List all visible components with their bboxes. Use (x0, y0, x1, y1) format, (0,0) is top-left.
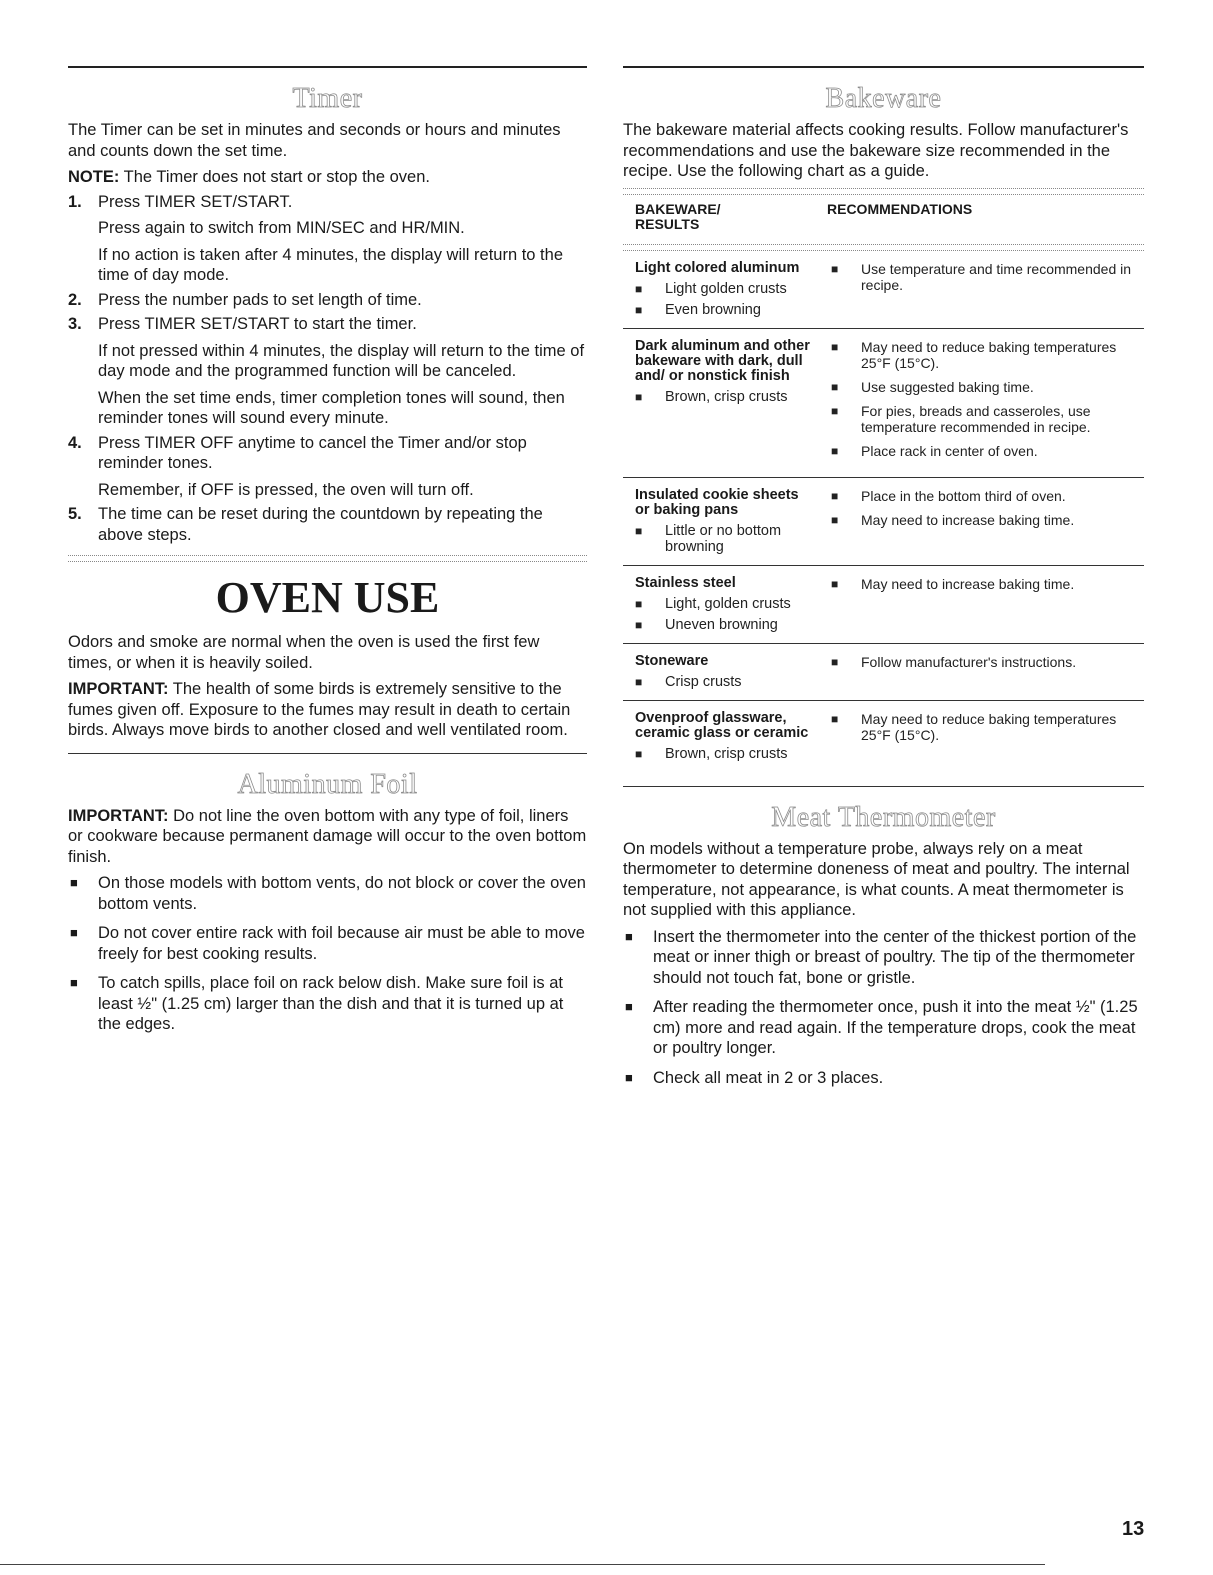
result-text: Light golden crusts (665, 280, 787, 297)
bakeware-table-top (623, 188, 1144, 195)
result-text: Brown, crisp crusts (665, 745, 788, 762)
bakeware-row (623, 251, 1144, 328)
bullet-text: After reading the thermometer once, push it into the meat ½" (1.25 cm) more and read again. If the temperature drops, cook the meat or poultry longer. (653, 998, 1138, 1057)
meat-bullet-item (623, 927, 1144, 989)
foil-important-text: Do not line the oven bottom with any type of foil, liners or cookware because permanent damage will occur to the oven bottom finish. (68, 806, 587, 866)
step-subtext: If no action is taken after 4 minutes, the display will return to the time of day mode. (98, 245, 563, 284)
bakeware-cell (635, 711, 827, 762)
bullet-square-icon: ■ (831, 576, 839, 591)
bakeware-name: Stoneware (635, 652, 709, 669)
step-number: 2. (68, 290, 82, 309)
foil-bullet-item (68, 873, 587, 914)
timer-step (68, 314, 587, 429)
foil-bullet-item (68, 923, 587, 964)
recommendation-item (827, 339, 1144, 371)
bullet-square-icon: ■ (625, 999, 633, 1014)
recommendation-text: Follow manufacturer's instructions. (861, 653, 1077, 670)
recommendations-cell (827, 711, 1144, 762)
bakeware-result (635, 674, 815, 690)
bullet-square-icon: ■ (70, 925, 78, 940)
bottom-rule (0, 1564, 1045, 1565)
recommendations-cell (827, 339, 1144, 467)
recommendation-item (827, 261, 1144, 293)
bakeware-intro: The bakeware material affects cooking results. Follow manufacturer's recommendations and use the bakeware size recommended in the recipe. Use the following chart as a guide. (623, 121, 1129, 180)
note-text: The Timer does not start or stop the oven. (119, 168, 430, 186)
bakeware-name: Insulated cookie sheets or baking pans (635, 486, 799, 518)
recommendation-item (827, 443, 1144, 459)
bullet-square-icon: ■ (635, 617, 643, 632)
bakeware-row (623, 328, 1144, 477)
bakeware-result (635, 523, 815, 555)
bakeware-table-body (623, 251, 1144, 772)
step-subtext: Press again to switch from MIN/SEC and HR/MIN. (98, 219, 465, 237)
meat-bullet-item (623, 1068, 1144, 1089)
bullet-text: Do not cover entire rack with foil because air must be able to move freely for best cooking results. (98, 924, 585, 963)
result-text: Light, golden crusts (665, 595, 791, 612)
recommendation-item (827, 512, 1144, 528)
step-text: Press TIMER OFF anytime to cancel the Timer and/or stop reminder tones. (98, 433, 527, 472)
bullet-square-icon: ■ (831, 261, 839, 276)
bakeware-result (635, 746, 815, 762)
bullet-square-icon: ■ (625, 1069, 633, 1085)
meat-bullet-list (623, 927, 1144, 1089)
bakeware-cell (635, 339, 827, 467)
step-number: 5. (68, 505, 82, 523)
bakeware-cell (635, 488, 827, 555)
bakeware-title: Bakeware (825, 83, 942, 114)
result-text: Uneven browning (665, 616, 778, 633)
bullet-square-icon: ■ (831, 711, 839, 726)
meat-bullet-item (623, 997, 1144, 1059)
bullet-square-icon: ■ (625, 928, 633, 944)
recommendation-text: May need to increase baking time. (861, 575, 1075, 592)
recommendation-text: May need to increase baking time. (861, 511, 1075, 528)
step-subtext: When the set time ends, timer completion tones will sound, then reminder tones will sound every minute. (98, 388, 565, 427)
step-text: The time can be reset during the countdown by repeating the above steps. (98, 505, 543, 544)
bakeware-row (623, 700, 1144, 772)
bakeware-table-header (623, 195, 1144, 244)
bullet-text: Insert the thermometer into the center of the thickest portion of the meat or inner thigh or breast of poultry. The tip of the thermometer should not touch fat, bone or gristle. (653, 927, 1137, 987)
step-subtext: Remember, if OFF is pressed, the oven will turn off. (98, 480, 474, 499)
recommendation-item (827, 654, 1144, 670)
bakeware-result (635, 617, 815, 633)
meat-title: Meat Thermometer (771, 801, 996, 833)
bakeware-top-rule (623, 66, 1144, 68)
result-text: Crisp crusts (665, 673, 742, 690)
foil-bullet-item (68, 973, 587, 1035)
header-bakeware-results: BAKEWARE/ RESULTS (635, 200, 721, 232)
bullet-square-icon: ■ (635, 674, 643, 689)
oven-use-heading: OVEN USE (215, 573, 440, 622)
bakeware-name: Ovenproof glassware, ceramic glass or ceramic (635, 709, 809, 741)
bakeware-row (623, 643, 1144, 700)
step-text: Press the number pads to set length of time. (98, 290, 422, 309)
recommendation-text: For pies, breads and casseroles, use temperature recommended in recipe. (861, 402, 1091, 435)
right-column (623, 66, 1144, 1097)
step-number: 3. (68, 315, 82, 333)
left-column (68, 66, 587, 1044)
timer-intro: The Timer can be set in minutes and seconds or hours and minutes and counts down the set time. (68, 121, 561, 160)
step-subtext: If not pressed within 4 minutes, the display will return to the time of day mode and the programmed function will be canceled. (98, 341, 585, 380)
recommendation-item (827, 403, 1144, 435)
foil-title: Aluminum Foil (237, 768, 418, 800)
important-label: IMPORTANT: (68, 680, 169, 698)
bullet-square-icon: ■ (635, 746, 643, 761)
recommendation-text: Place in the bottom third of oven. (861, 487, 1066, 504)
timer-step (68, 504, 587, 545)
timer-step (68, 192, 587, 286)
foil-bullet-list (68, 873, 587, 1035)
oven-use-intro: Odors and smoke are normal when the oven is used the first few times, or when it is heavily soiled. (68, 633, 540, 672)
bullet-square-icon: ■ (831, 654, 839, 669)
bakeware-cell (635, 576, 827, 633)
bullet-square-icon: ■ (70, 975, 78, 990)
recommendation-item (827, 379, 1144, 395)
recommendations-cell (827, 488, 1144, 555)
bakeware-name: Light colored aluminum (635, 259, 800, 276)
oven-use-important (68, 679, 587, 741)
bullet-square-icon: ■ (831, 512, 839, 527)
timer-note (68, 167, 587, 188)
bakeware-result (635, 302, 815, 318)
foil-important-label: IMPORTANT: (68, 806, 169, 825)
meat-intro: On models without a temperature probe, always rely on a meat thermometer to determine doneness of meat and poultry. The internal temperature, not appearance, is what counts. A meat thermometer is not supplied with this appliance. (623, 839, 1130, 919)
timer-top-rule (68, 66, 587, 68)
bullet-square-icon: ■ (70, 875, 78, 890)
recommendation-text: May need to reduce baking temperatures 25°F (15°C). (861, 338, 1117, 371)
recommendation-text: Place rack in center of oven. (861, 442, 1038, 459)
result-text: Brown, crisp crusts (665, 388, 788, 405)
timer-step (68, 433, 587, 501)
note-label: NOTE: (68, 168, 120, 186)
recommendations-cell (827, 261, 1144, 318)
recommendation-item (827, 576, 1144, 592)
bullet-square-icon: ■ (831, 403, 839, 418)
step-number: 4. (68, 433, 82, 452)
timer-step (68, 290, 587, 311)
bullet-square-icon: ■ (635, 281, 643, 296)
bullet-square-icon: ■ (831, 488, 839, 503)
result-text: Little or no bottom browning (665, 522, 782, 555)
bakeware-name: Stainless steel (635, 574, 736, 591)
bullet-text: Check all meat in 2 or 3 places. (653, 1068, 884, 1087)
result-text: Even browning (665, 301, 761, 318)
bakeware-row (623, 565, 1144, 643)
step-text: Press TIMER SET/START. (98, 192, 293, 211)
bullet-square-icon: ■ (831, 379, 839, 394)
bullet-square-icon: ■ (635, 302, 643, 317)
foil-important (68, 806, 587, 868)
step-text: Press TIMER SET/START to start the timer. (98, 315, 417, 333)
bullet-text: To catch spills, place foil on rack below dish. Make sure foil is at least ½" (1.25 cm) larger than the dish and that it is turned up at the edges. (98, 974, 564, 1033)
bakeware-name: Dark aluminum and other bakeware with dark, dull and/ or nonstick finish (635, 337, 810, 384)
meat-top-rule (623, 786, 1144, 787)
bakeware-result (635, 281, 815, 297)
bullet-square-icon: ■ (635, 523, 643, 538)
step-number: 1. (68, 192, 82, 211)
bullet-square-icon: ■ (831, 339, 839, 354)
recommendations-cell (827, 654, 1144, 690)
bakeware-result (635, 389, 815, 405)
bakeware-cell (635, 261, 827, 318)
oven-use-divider (68, 555, 587, 562)
bakeware-cell (635, 654, 827, 690)
recommendation-text: May need to reduce baking temperatures 25°F (15°C). (861, 710, 1117, 743)
page-number: 13 (1122, 1518, 1145, 1540)
foil-top-rule (68, 753, 587, 754)
timer-steps-list (68, 192, 587, 546)
bakeware-header-divider (623, 244, 1144, 251)
recommendation-text: Use suggested baking time. (861, 378, 1034, 395)
important-text: The health of some birds is extremely sensitive to the fumes given off. Exposure to the fumes may result in death to certain birds. Always move birds to another closed and well ventilated room. (68, 680, 571, 739)
recommendation-text: Use temperature and time recommended in recipe. (861, 260, 1132, 293)
bakeware-result (635, 596, 815, 612)
bullet-square-icon: ■ (635, 596, 643, 611)
bullet-square-icon: ■ (635, 389, 643, 404)
timer-title: Timer (292, 83, 363, 114)
bullet-text: On those models with bottom vents, do not block or cover the oven bottom vents. (98, 874, 586, 913)
recommendation-item (827, 488, 1144, 504)
recommendation-item (827, 711, 1144, 743)
recommendations-cell (827, 576, 1144, 633)
header-recommendations: RECOMMENDATIONS (827, 200, 973, 217)
bakeware-row (623, 477, 1144, 565)
bullet-square-icon: ■ (831, 443, 839, 458)
